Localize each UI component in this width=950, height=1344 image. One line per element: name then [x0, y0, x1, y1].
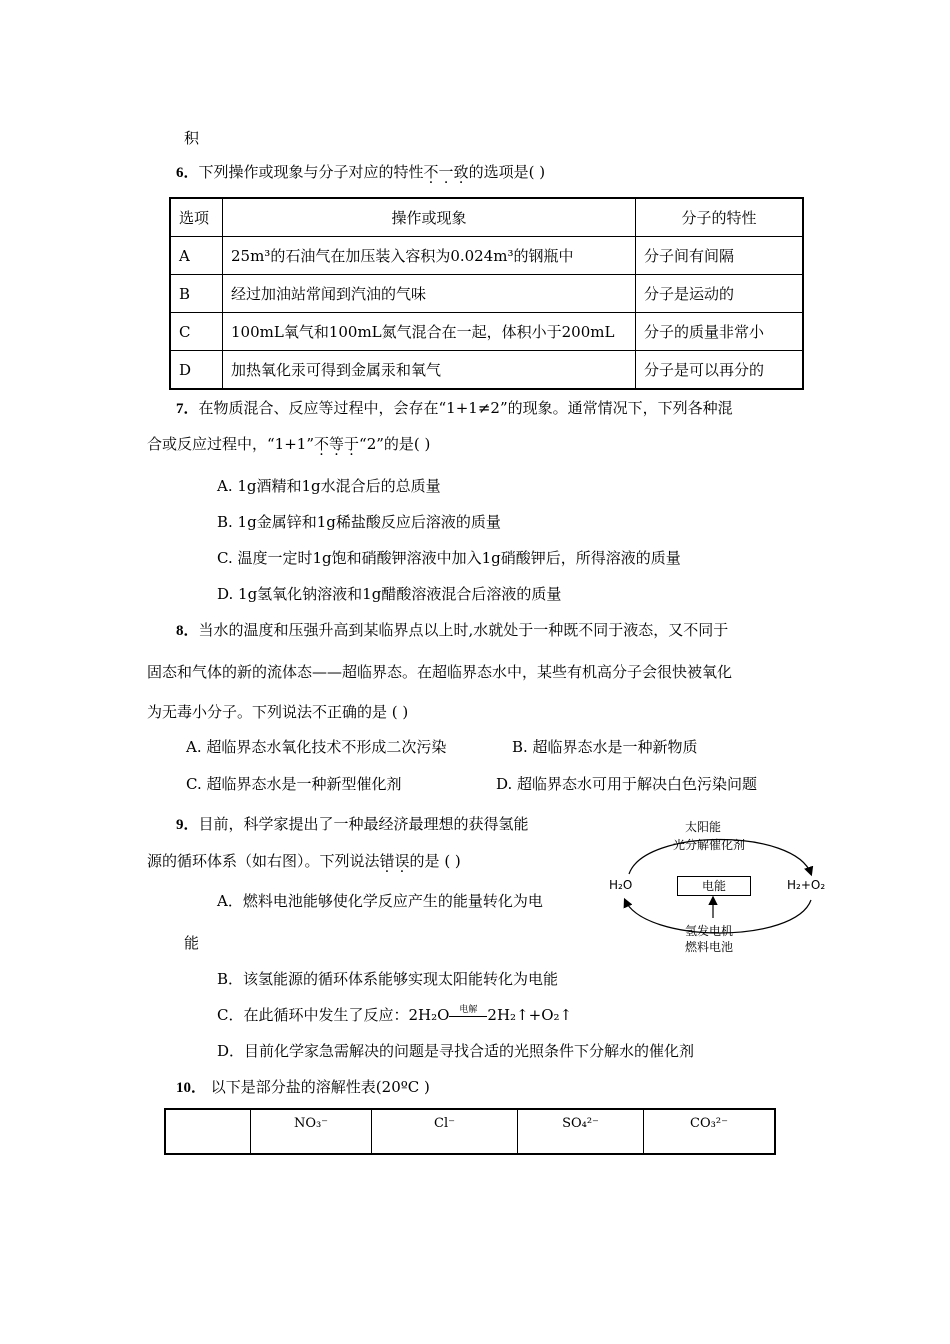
q6-text-end: 的选项是( )	[468, 163, 546, 181]
q9-c-text: C．在此循环中发生了反应：2H₂O	[217, 1006, 450, 1024]
table-row	[170, 275, 803, 313]
table-header-row	[170, 198, 803, 237]
q7-emph: 不	[314, 435, 330, 453]
table-header-cell: 操作或现象	[223, 198, 636, 237]
question-7-line1	[176, 398, 733, 419]
q9-emph: 误	[394, 852, 410, 870]
q9-option-a: A．燃料电池能够使化学反应产生的能量转化为电	[217, 892, 543, 910]
question-9-line1	[176, 814, 529, 835]
table-cell: 分子是运动的	[636, 275, 804, 313]
q9-option-c	[217, 1005, 572, 1025]
q7-text-end: “2”的是( )	[359, 435, 431, 453]
q7-text: 合或反应过程中，“1+1”	[147, 435, 314, 453]
q8-option-c: C. 超临界态水是一种新型催化剂	[186, 775, 402, 793]
hydrogen-cycle-diagram	[605, 818, 835, 958]
question-6	[176, 162, 545, 183]
diagram-label-fuel-cell: 燃料电池	[685, 940, 734, 954]
diagram-label-solar: 太阳能	[685, 820, 722, 834]
q6-table	[169, 197, 804, 390]
table-row	[170, 237, 803, 275]
q9-option-b: B．该氢能源的循环体系能够实现太阳能转化为电能	[217, 970, 559, 988]
table-header-cell: CO₃²⁻	[644, 1109, 776, 1154]
solubility-table	[164, 1108, 776, 1155]
table-header-cell: 选项	[170, 198, 223, 237]
q6-emph: 不	[423, 163, 439, 181]
table-header-cell: 分子的特性	[636, 198, 804, 237]
diagram-label-catalyst: 光分解催化剂	[673, 838, 746, 852]
table-cell: 分子是可以再分的	[636, 351, 804, 390]
q6-emph: 致	[453, 163, 469, 181]
q9-option-d: D．目前化学家急需解决的问题是寻找合适的光照条件下分解水的催化剂	[217, 1042, 695, 1060]
q9-text: 目前，科学家提出了一种最经济最理想的获得氢能	[198, 815, 529, 833]
table-cell: B	[170, 275, 223, 313]
table-header-row	[165, 1109, 775, 1154]
question-8-line2: 固态和气体的新的流体态——超临界态。在超临界态水中，某些有机高分子会很快被氧化	[147, 663, 733, 681]
table-cell: 分子的质量非常小	[636, 313, 804, 351]
q8-option-b: B. 超临界态水是一种新物质	[512, 738, 698, 756]
question-8-line3: 为无毒小分子。下列说法不正确的是 ( )	[147, 703, 409, 721]
question-7-line2	[147, 434, 430, 454]
q9-emph: 错	[379, 852, 395, 870]
table-row	[170, 351, 803, 390]
q7-option-d: D. 1g氢氧化钠溶液和1g醋酸溶液混合后溶液的质量	[217, 585, 562, 603]
q6-text: 下列操作或现象与分子对应的特性	[198, 163, 424, 181]
q7-option-a: A. 1g酒精和1g水混合后的总质量	[217, 477, 441, 495]
reaction-condition	[449, 1006, 487, 1017]
table-header-cell: Cl⁻	[372, 1109, 518, 1154]
q9-text-end: 的是 ( )	[409, 852, 461, 870]
q8-text: 当水的温度和压强升高到某临界点以上时,水就处于一种既不同于液态，又不同于	[198, 621, 729, 639]
q6-number: 6．	[176, 165, 199, 181]
table-cell: 经过加油站常闻到汽油的气味	[223, 275, 636, 313]
table-cell: 25m³的石油气在加压装入容积为0.024m³的钢瓶中	[223, 237, 636, 275]
question-9-line2	[147, 851, 461, 871]
diagram-label-products: H₂+O₂	[787, 878, 826, 892]
q7-emph: 等	[329, 435, 345, 453]
q7-option-b: B. 1g金属锌和1g稀盐酸反应后溶液的质量	[217, 513, 501, 531]
question-8-line1	[176, 620, 728, 641]
table-header-cell	[165, 1109, 251, 1154]
q8-option-d: D. 超临界态水可用于解决白色污染问题	[496, 775, 758, 793]
q9-text: 源的循环体系（如右图）。下列说法	[147, 852, 380, 870]
q8-option-a: A. 超临界态水氧化技术不形成二次污染	[186, 738, 447, 756]
q6-emph: 一	[438, 163, 454, 181]
q8-number: 8．	[176, 623, 199, 639]
table-cell: 分子间有间隔	[636, 237, 804, 275]
fragment-char: 积	[184, 129, 200, 147]
q7-number: 7．	[176, 401, 199, 417]
q9-c-products: 2H₂↑+O₂↑	[487, 1006, 573, 1024]
table-header-cell: NO₃⁻	[251, 1109, 372, 1154]
q7-option-c: C. 温度一定时1g饱和硝酸钾溶液中加入1g硝酸钾后，所得溶液的质量	[217, 549, 681, 567]
table-cell: D	[170, 351, 223, 390]
diagram-electric-energy-box: 电能	[677, 876, 751, 896]
q9-number: 9．	[176, 817, 199, 833]
table-cell: C	[170, 313, 223, 351]
q10-number: 10．	[176, 1080, 207, 1096]
table-cell: A	[170, 237, 223, 275]
q10-text: 以下是部分盐的溶解性表(20ºC )	[210, 1078, 430, 1096]
question-10	[176, 1077, 430, 1098]
diagram-label-water: H₂O	[609, 878, 633, 892]
diagram-label-generator: 氢发电机	[685, 924, 734, 938]
q7-emph: 于	[344, 435, 360, 453]
condition-label: 电解	[459, 1005, 478, 1015]
q9-option-a-cont: 能	[184, 934, 200, 952]
table-cell: 加热氧化汞可得到金属汞和氧气	[223, 351, 636, 390]
q7-text: 在物质混合、反应等过程中，会存在“1+1≠2”的现象。通常情况下，下列各种混	[198, 399, 733, 417]
table-row	[170, 313, 803, 351]
table-cell: 100mL氧气和100mL氮气混合在一起，体积小于200mL	[223, 313, 636, 351]
table-header-cell: SO₄²⁻	[518, 1109, 644, 1154]
